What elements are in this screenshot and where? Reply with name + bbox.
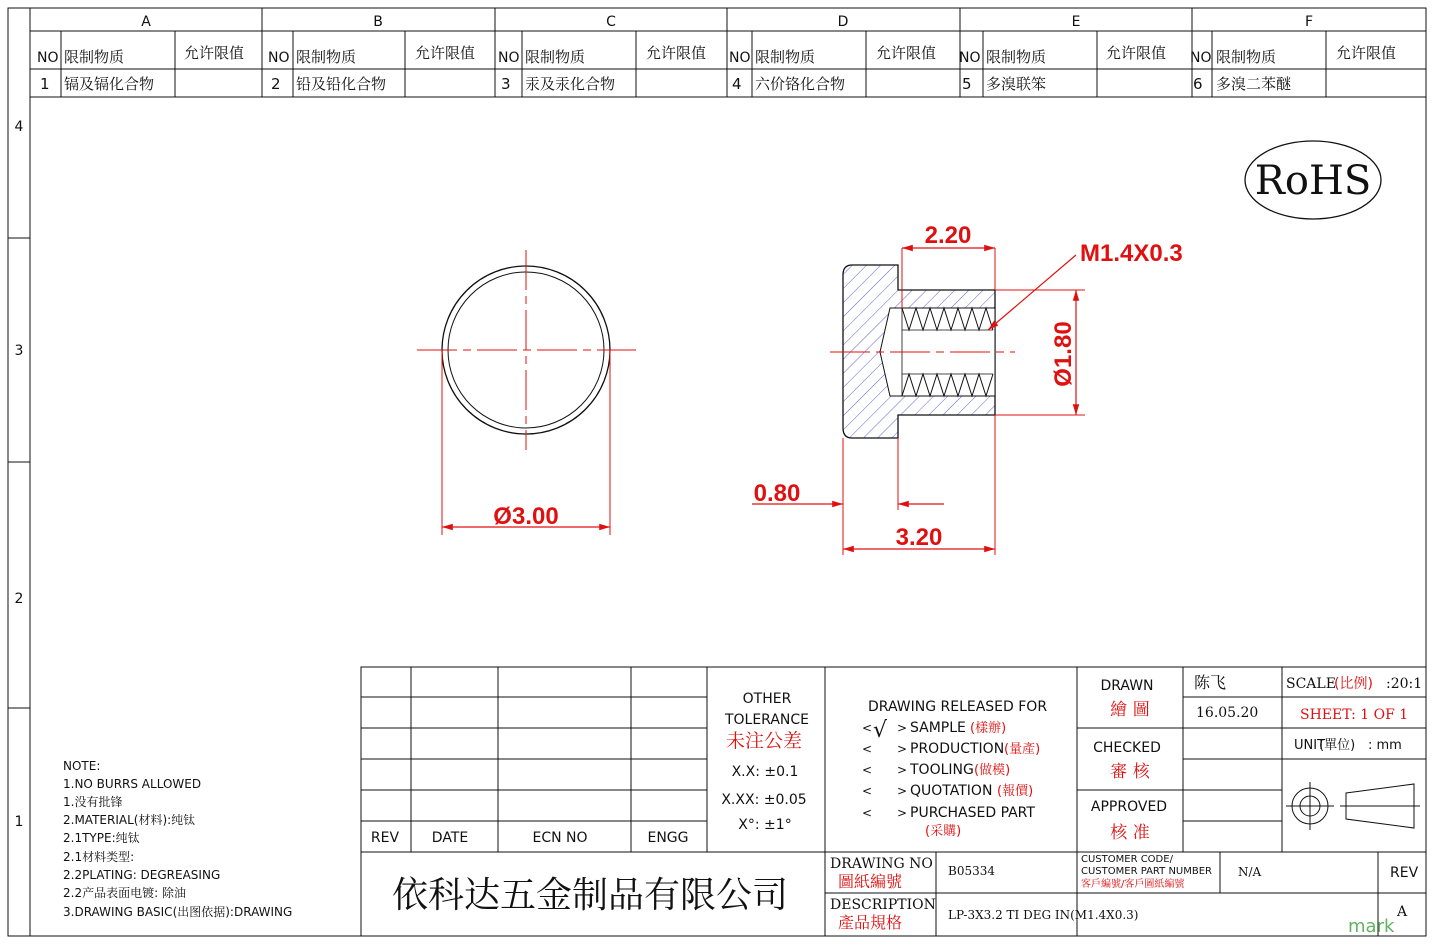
table-header-substance: 限制物质 bbox=[755, 48, 816, 66]
svg-text:<: < bbox=[862, 742, 873, 756]
unit-label: UNIT bbox=[1294, 738, 1326, 753]
substance-name: 镉及镉化合物 bbox=[64, 75, 155, 93]
substance-no: 3 bbox=[501, 75, 511, 93]
table-header-limit: 允许限值 bbox=[1106, 44, 1167, 62]
svg-text:>: > bbox=[897, 763, 908, 777]
substance-no: 6 bbox=[1193, 75, 1203, 93]
approved-label-cn: 核 准 bbox=[1110, 823, 1150, 843]
release-purchased-cn: (采購) bbox=[925, 824, 962, 839]
release-tooling-cn: (做模) bbox=[974, 763, 1011, 778]
note-line: 2.2产品表面电镀: 除油 bbox=[63, 886, 186, 900]
thread-callout: M1.4X0.3 bbox=[1080, 240, 1183, 267]
approved-label: APPROVED bbox=[1090, 799, 1168, 815]
tolerance-title-line1: OTHER bbox=[742, 691, 792, 707]
row-label-2: 2 bbox=[14, 591, 24, 607]
release-sample: SAMPLE bbox=[910, 720, 966, 736]
rev-label: REV bbox=[1390, 865, 1419, 881]
section-view bbox=[752, 248, 1085, 555]
table-header-no: NO bbox=[268, 50, 290, 66]
watermark: mark bbox=[1348, 916, 1395, 937]
release-title: DRAWING RELEASED FOR bbox=[868, 699, 1048, 715]
column-label-c: C bbox=[606, 14, 616, 30]
release-purchased: PURCHASED PART bbox=[910, 805, 1035, 821]
note-line: 1.NO BURRS ALLOWED bbox=[63, 777, 202, 791]
substance-name: 汞及汞化合物 bbox=[525, 75, 616, 93]
table-header-limit: 允许限值 bbox=[184, 44, 245, 62]
dimension-diameter-300: Ø3.00 bbox=[493, 503, 559, 530]
ecn-column-header: ECN NO bbox=[532, 830, 588, 846]
column-label-e: E bbox=[1071, 14, 1081, 30]
release-quotation: QUOTATION bbox=[910, 783, 993, 799]
substance-name: 六价铬化合物 bbox=[755, 75, 846, 93]
note-line: 2.MATERIAL(材料):纯钛 bbox=[63, 813, 196, 827]
row-label-1: 1 bbox=[14, 814, 24, 830]
table-header-limit: 允许限值 bbox=[876, 44, 937, 62]
description-label-cn: 產品規格 bbox=[838, 913, 903, 932]
column-label-b: B bbox=[373, 14, 383, 30]
table-header-limit: 允许限值 bbox=[415, 44, 476, 62]
svg-text:<: < bbox=[862, 721, 873, 735]
table-header-substance: 限制物质 bbox=[64, 48, 125, 66]
customer-label-cn: 客戶編號/客戶圖紙編號 bbox=[1081, 879, 1185, 890]
drawn-label-cn: 繪 圖 bbox=[1110, 700, 1150, 720]
table-header-no: NO bbox=[729, 50, 751, 66]
rohs-label: RoHS bbox=[1254, 158, 1372, 204]
tolerance-title-line2: TOLERANCE bbox=[724, 712, 810, 728]
checked-label-cn: 審 核 bbox=[1110, 762, 1150, 782]
note-line: 3.DRAWING BASIC(出图依据):DRAWING bbox=[63, 905, 293, 919]
row-label-3: 3 bbox=[14, 343, 24, 359]
customer-label-line1: CUSTOMER CODE/ bbox=[1081, 854, 1173, 865]
svg-text:>: > bbox=[897, 784, 908, 798]
table-header-substance: 限制物质 bbox=[1216, 48, 1277, 66]
scale-label-cn: (比例) bbox=[1334, 676, 1373, 692]
rev-column-header: REV bbox=[370, 830, 400, 846]
dimension-length-320: 3.20 bbox=[895, 524, 943, 551]
dimension-width-220: 2.20 bbox=[924, 222, 972, 249]
description-value: LP-3X3.2 TI DEG IN(M1.4X0.3) bbox=[948, 908, 1139, 922]
unit-value: : mm bbox=[1368, 738, 1402, 753]
front-view bbox=[417, 250, 636, 535]
release-quotation-cn: (報價) bbox=[997, 784, 1034, 799]
date-column-header: DATE bbox=[431, 830, 469, 846]
table-header-substance: 限制物质 bbox=[525, 48, 586, 66]
substance-no: 1 bbox=[40, 75, 50, 93]
substance-name: 多溴二苯醚 bbox=[1216, 75, 1292, 93]
drawn-by-name: 陈飞 bbox=[1194, 673, 1227, 692]
release-sample-cn: (樣辦) bbox=[970, 721, 1007, 736]
column-label-a: A bbox=[141, 14, 151, 30]
note-line: 2.1材料类型: bbox=[63, 850, 135, 864]
column-label-d: D bbox=[837, 14, 849, 30]
svg-text:<: < bbox=[862, 806, 873, 820]
drawn-date: 16.05.20 bbox=[1196, 705, 1259, 721]
sheet-border bbox=[8, 8, 1426, 936]
substance-name: 铅及铅化合物 bbox=[296, 75, 387, 93]
description-label: DESCRIPTION bbox=[830, 897, 936, 913]
table-header-substance: 限制物质 bbox=[296, 48, 357, 66]
rev-value: A bbox=[1397, 904, 1408, 920]
table-header-substance: 限制物质 bbox=[986, 48, 1047, 66]
substance-no: 5 bbox=[962, 75, 972, 93]
drawing-no-label: DRAWING NO bbox=[830, 856, 933, 872]
tolerance-x1: X.X: ±0.1 bbox=[731, 764, 799, 780]
tolerance-title-cn: 未注公差 bbox=[725, 730, 803, 752]
note-line: 2.2PLATING: DEGREASING bbox=[63, 868, 221, 882]
customer-label-line2: CUSTOMER PART NUMBER bbox=[1081, 866, 1212, 877]
customer-part-value: N/A bbox=[1238, 865, 1262, 879]
substance-no: 4 bbox=[732, 75, 742, 93]
table-header-limit: 允许限值 bbox=[1336, 44, 1397, 62]
note-line: 1.没有批锋 bbox=[63, 795, 123, 809]
svg-text:<: < bbox=[862, 784, 873, 798]
engg-column-header: ENGG bbox=[647, 830, 689, 846]
table-header-limit: 允许限值 bbox=[646, 44, 707, 62]
scale-label: SCALE bbox=[1286, 676, 1336, 692]
drawing-no-value: B05334 bbox=[948, 864, 995, 878]
column-label-f: F bbox=[1304, 14, 1314, 30]
checked-label: CHECKED bbox=[1093, 740, 1161, 756]
dimension-diameter-180: Ø1.80 bbox=[1050, 321, 1077, 387]
table-header-no: NO bbox=[959, 50, 981, 66]
table-header-no: NO bbox=[498, 50, 520, 66]
svg-text:>: > bbox=[897, 742, 908, 756]
row-label-4: 4 bbox=[14, 119, 24, 135]
substance-no: 2 bbox=[271, 75, 281, 93]
unit-label-cn: (單位) bbox=[1319, 738, 1356, 753]
tolerance-angle: X°: ±1° bbox=[738, 817, 792, 833]
svg-text:<: < bbox=[862, 763, 873, 777]
third-angle-projection-icon bbox=[1286, 782, 1420, 830]
company-name: 依科达五金制品有限公司 bbox=[391, 875, 789, 916]
release-tooling: TOOLING bbox=[910, 762, 974, 778]
drawing-no-label-cn: 圖紙編號 bbox=[838, 872, 903, 891]
tolerance-x2: X.XX: ±0.05 bbox=[721, 792, 807, 808]
release-production-cn: (量產) bbox=[1004, 742, 1041, 757]
svg-text:>: > bbox=[897, 721, 908, 735]
release-production: PRODUCTION bbox=[910, 741, 1005, 757]
svg-text:>: > bbox=[897, 806, 908, 820]
note-line: NOTE: bbox=[63, 759, 101, 773]
table-header-no: NO bbox=[1190, 50, 1212, 66]
drawn-label: DRAWN bbox=[1100, 678, 1154, 694]
note-line: 2.1TYPE:纯钛 bbox=[63, 831, 140, 845]
sheet-count: SHEET: 1 OF 1 bbox=[1300, 707, 1409, 723]
table-header-no: NO bbox=[37, 50, 59, 66]
dimension-head-080: 0.80 bbox=[753, 480, 801, 507]
scale-value: :20:1 bbox=[1386, 676, 1423, 692]
substance-name: 多溴联笨 bbox=[986, 75, 1047, 93]
release-check-mark: √ bbox=[873, 718, 888, 743]
